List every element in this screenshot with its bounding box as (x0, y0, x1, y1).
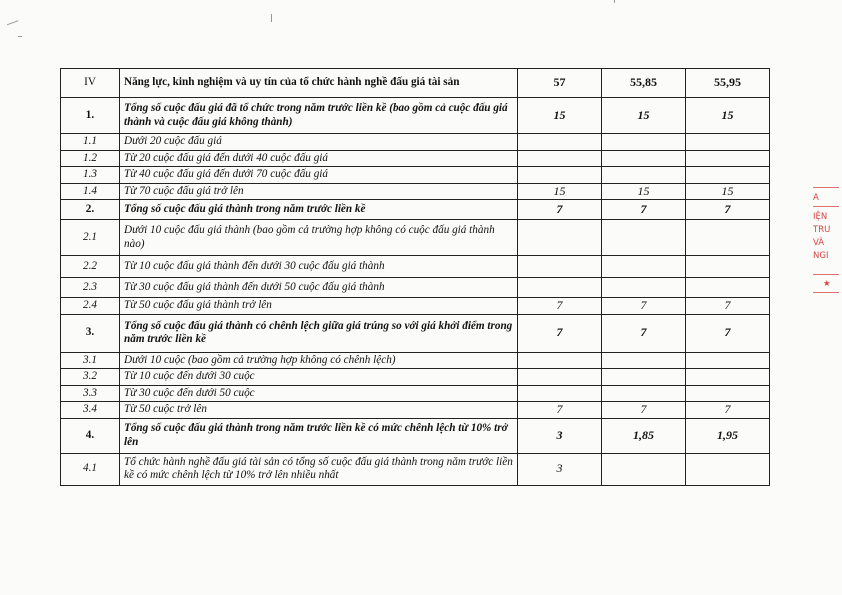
score-cell-1 (518, 220, 602, 256)
score-cell-2: 7 (602, 314, 686, 352)
stamp-text: A (813, 193, 819, 203)
table-row (61, 256, 770, 278)
row-number-cell: 1.1 (61, 134, 120, 151)
score-cell-3 (686, 220, 770, 256)
stamp-line (813, 274, 839, 275)
stamp-text: TRU (813, 225, 831, 235)
criterion-cell: Từ 10 cuộc đấu giá thành đến dưới 30 cuộc đấu giá thành (120, 256, 518, 278)
score-cell-2 (602, 220, 686, 256)
row-number-cell: 1. (61, 98, 120, 134)
criterion-cell: Từ 30 cuộc đấu giá thành đến dưới 50 cuộc đấu giá thành (120, 278, 518, 298)
row-number-cell: 2.4 (61, 298, 120, 315)
table-row (61, 453, 770, 485)
score-cell-3: 55,95 (686, 69, 770, 98)
table-row (61, 220, 770, 256)
row-number-cell: 4. (61, 418, 120, 453)
score-cell-2: 7 (602, 298, 686, 315)
row-number-cell: 4.1 (61, 453, 120, 485)
table-section-row (61, 418, 770, 453)
table-row (61, 150, 770, 167)
criterion-cell: Tổ chức hành nghề đấu giá tài sản có tổng số cuộc đấu giá thành trong năm trước liền kề có mức chênh lệch từ 10% trở lên nhiều nhất (120, 453, 518, 485)
row-number-cell: 3.4 (61, 402, 120, 419)
criterion-cell: Tổng số cuộc đấu giá thành trong năm trước liền kề (120, 200, 518, 220)
score-cell-1 (518, 369, 602, 386)
criterion-cell: Từ 70 cuộc đấu giá trở lên (120, 183, 518, 200)
score-cell-3 (686, 369, 770, 386)
score-cell-2 (602, 352, 686, 369)
score-cell-2 (602, 256, 686, 278)
score-cell-2: 15 (602, 183, 686, 200)
score-cell-2 (602, 278, 686, 298)
stamp-text: VÀ (813, 238, 825, 248)
top-right-scan-mark (614, 0, 615, 3)
row-number-cell: 3.3 (61, 385, 120, 402)
margin-pen-dash (18, 36, 22, 37)
row-number-cell: 3. (61, 314, 120, 352)
criterion-cell: Từ 30 cuộc đến dưới 50 cuộc (120, 385, 518, 402)
score-cell-2 (602, 167, 686, 184)
score-cell-2: 15 (602, 98, 686, 134)
score-cell-1: 3 (518, 418, 602, 453)
score-cell-3 (686, 256, 770, 278)
criterion-cell: Từ 20 cuộc đấu giá đến dưới 40 cuộc đấu giá (120, 150, 518, 167)
criterion-cell: Tổng số cuộc đấu giá thành có chênh lệch giữa giá trúng so với giá khởi điểm trong năm trước liền kề (120, 314, 518, 352)
criterion-cell: Dưới 10 cuộc đấu giá thành (bao gồm cả trường hợp không có cuộc đấu giá thành nào) (120, 220, 518, 256)
criterion-cell: Tổng số cuộc đấu giá đã tổ chức trong năm trước liền kề (bao gồm cả cuộc đấu giá thành và cuộc đấu giá không thành) (120, 98, 518, 134)
table-row (61, 134, 770, 151)
criterion-cell: Từ 50 cuộc đấu giá thành trở lên (120, 298, 518, 315)
table-section-row (61, 314, 770, 352)
score-cell-2 (602, 453, 686, 485)
score-cell-1: 15 (518, 183, 602, 200)
score-cell-2 (602, 385, 686, 402)
table-row (61, 278, 770, 298)
table-row (61, 183, 770, 200)
score-cell-3: 15 (686, 98, 770, 134)
score-cell-1: 15 (518, 98, 602, 134)
table-row (61, 352, 770, 369)
score-cell-3 (686, 134, 770, 151)
score-cell-2 (602, 150, 686, 167)
criteria-score-table (60, 68, 770, 486)
criterion-cell: Từ 40 cuộc đấu giá đến dưới 70 cuộc đấu giá (120, 167, 518, 184)
score-cell-2: 55,85 (602, 69, 686, 98)
score-cell-3 (686, 385, 770, 402)
row-number-cell: 2.3 (61, 278, 120, 298)
score-cell-3 (686, 167, 770, 184)
score-cell-2 (602, 134, 686, 151)
score-cell-3: 7 (686, 298, 770, 315)
criterion-cell: Dưới 20 cuộc đấu giá (120, 134, 518, 151)
row-number-cell: 3.2 (61, 369, 120, 386)
score-cell-1: 7 (518, 200, 602, 220)
row-number-cell: 1.4 (61, 183, 120, 200)
score-cell-1: 7 (518, 298, 602, 315)
score-cell-1 (518, 150, 602, 167)
table-row (61, 369, 770, 386)
score-cell-3: 1,95 (686, 418, 770, 453)
score-cell-3: 7 (686, 402, 770, 419)
row-number-cell: 1.2 (61, 150, 120, 167)
criterion-cell: Từ 50 cuộc trở lên (120, 402, 518, 419)
score-cell-1 (518, 278, 602, 298)
top-scan-mark (271, 14, 272, 22)
criterion-cell: Dưới 10 cuộc (bao gồm cả trường hợp không có chênh lệch) (120, 352, 518, 369)
table-header-row (61, 69, 770, 98)
score-cell-2 (602, 369, 686, 386)
score-cell-3 (686, 453, 770, 485)
score-cell-2: 1,85 (602, 418, 686, 453)
score-cell-3 (686, 150, 770, 167)
row-number-cell: 1.3 (61, 167, 120, 184)
table-row (61, 385, 770, 402)
red-stamp-fragment (811, 184, 842, 302)
score-cell-3 (686, 352, 770, 369)
table-section-row (61, 98, 770, 134)
row-number-cell: 2. (61, 200, 120, 220)
table-row (61, 298, 770, 315)
score-cell-1: 57 (518, 69, 602, 98)
score-cell-1 (518, 352, 602, 369)
score-cell-2: 7 (602, 200, 686, 220)
score-cell-1 (518, 167, 602, 184)
row-number-cell: 2.2 (61, 256, 120, 278)
table-row (61, 402, 770, 419)
table-section-row (61, 200, 770, 220)
criterion-cell: Năng lực, kinh nghiệm và uy tín của tổ chức hành nghề đấu giá tài sản (120, 69, 518, 98)
criterion-cell: Từ 10 cuộc đến dưới 30 cuộc (120, 369, 518, 386)
stamp-line (813, 206, 839, 207)
score-cell-1 (518, 134, 602, 151)
row-number-cell: 3.1 (61, 352, 120, 369)
score-cell-1: 7 (518, 402, 602, 419)
stamp-text: NGI (813, 251, 829, 261)
stamp-star: ★ (823, 279, 831, 289)
row-number-cell: IV (61, 69, 120, 98)
table-row (61, 167, 770, 184)
score-cell-1 (518, 385, 602, 402)
score-cell-3: 7 (686, 200, 770, 220)
stamp-line (813, 187, 839, 188)
score-cell-1: 7 (518, 314, 602, 352)
stamp-line (813, 292, 839, 293)
score-cell-2: 7 (602, 402, 686, 419)
stamp-text: IỆN (813, 212, 828, 222)
score-cell-3: 7 (686, 314, 770, 352)
score-cell-3: 15 (686, 183, 770, 200)
score-cell-1 (518, 256, 602, 278)
criterion-cell: Tổng số cuộc đấu giá thành trong năm trước liền kề có mức chênh lệch từ 10% trở lên (120, 418, 518, 453)
margin-pen-mark (7, 20, 21, 33)
score-cell-1: 3 (518, 453, 602, 485)
row-number-cell: 2.1 (61, 220, 120, 256)
score-cell-3 (686, 278, 770, 298)
